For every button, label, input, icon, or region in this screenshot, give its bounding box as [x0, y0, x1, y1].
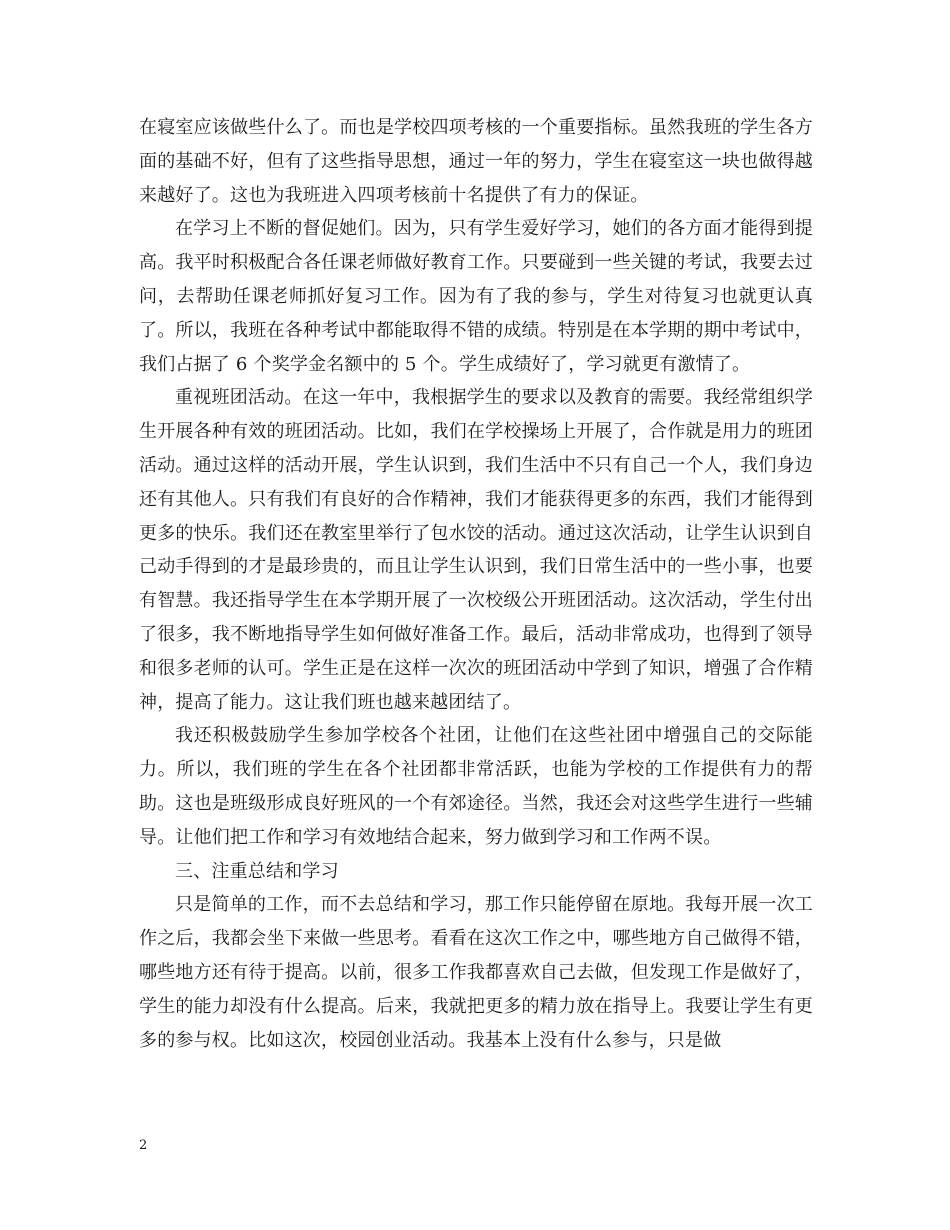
- paragraph-class-activities: 重视班团活动。在这一年中，我根据学生的要求以及教育的需要。我经常组织学生开展各种有效的班团活动。比如，我们在学校操场上开展了，合作就是用力的班团活动。通过这样的活动开展，学生认识到，我们生活中不只有自己一个人，我们身边还有其他人。只有我们有良好的合作精神，我们才能获得更多的东西，我们才能得到更多的快乐。我们还在教室里举行了包水饺的活动。通过这次活动，让学生认识到自己动手得到的才是最珍贵的，而且让学生认识到，我们日常生活中的一些小事，也要有智慧。我还指导学生在本学期开展了一次校级公开班团活动。这次活动，学生付出了很多，我不断地指导学生如何做好准备工作。最后，活动非常成功，也得到了领导和很多老师的认可。学生正是在这样一次次的班团活动中学到了知识，增强了合作精神，提高了能力。这让我们班也越来越团结了。: [139, 387, 813, 713]
- paragraph-school-clubs: 我还积极鼓励学生参加学校各个社团，让他们在这些社团中增强自己的交际能力。所以，我们班的学生在各个社团都非常活跃，也能为学校的工作提供有力的帮助。这也是班级形成良好班风的一个有郊途径。当然，我还会对这些学生进行一些辅导。让他们把工作和学习有效地结合起来，努力做到学习和工作两不误。: [139, 725, 813, 848]
- paragraph-study-supervision: 在学习上不断的督促她们。因为，只有学生爱好学习，她们的各方面才能得到提高。我平时积极配合各任课老师做好教育工作。只要碰到一些关键的考试，我要去过问，去帮助任课老师抓好复习工作。因为有了我的参与，学生对待复习也就更认真了。所以，我班在各种考试中都能取得不错的成绩。特别是在本学期的期中考试中，我们占据了 6 个奖学金名额中的 5 个。学生成绩好了，学习就更有激情了。: [139, 218, 813, 375]
- page-number: 2: [139, 1138, 148, 1153]
- paragraph-summary-learning: 只是简单的工作，而不去总结和学习，那工作只能停留在原地。我每开展一次工作之后，我都会坐下来做一些思考。看看在这次工作之中，哪些地方自己做得不错，哪些地方还有待于提高。以前，很多工作我都喜欢自己去做，但发现工作是做好了，学生的能力却没有什么提高。后来，我就把更多的精力放在指导上。我要让学生有更多的参与权。比如这次，校园创业活动。我基本上没有什么参与，只是做: [139, 894, 813, 1051]
- section-heading: 三、注重总结和学习: [175, 860, 339, 882]
- document-body: [139, 111, 813, 1057]
- paragraph-continued: 在寝室应该做些什么了。而也是学校四项考核的一个重要指标。虽然我班的学生各方面的基础不好，但有了这些指导思想，通过一年的努力，学生在寝室这一块也做得越来越好了。这也为我班进入四项考核前十名提供了有力的保证。: [139, 117, 813, 206]
